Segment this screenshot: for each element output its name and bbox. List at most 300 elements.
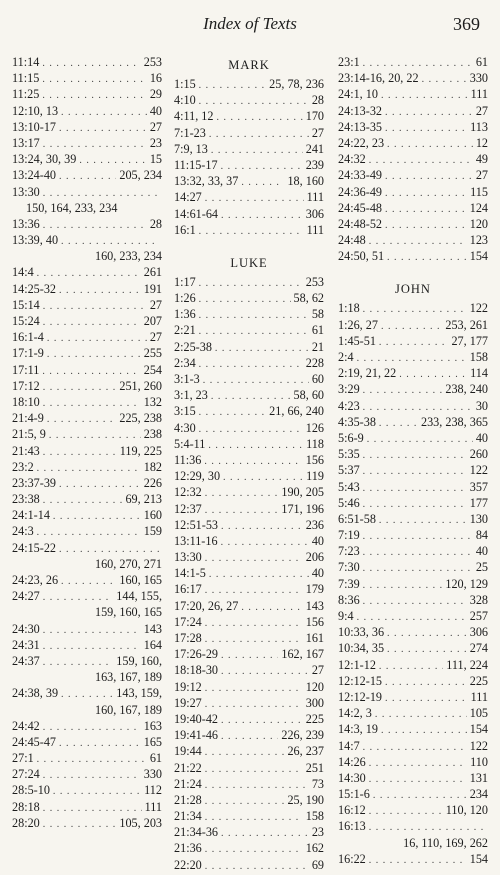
entry-pages: 25, 78, 236 [269,77,324,91]
index-entry [338,592,488,608]
dot-leader [385,202,467,218]
index-column-2 [174,54,324,873]
dot-leader [215,341,309,357]
entry-pages: 241 [305,141,324,156]
index-entry [12,378,162,394]
dot-leader [205,486,279,502]
entry-reference: 16:12 [338,803,366,818]
dot-leader [208,438,303,454]
dot-leader [59,121,147,137]
entry-pages: 165 [143,734,162,749]
entry-pages: 306 [305,206,324,221]
entry-pages: 40 [149,103,162,118]
dot-leader [379,659,443,675]
dot-leader [221,729,278,745]
entry-reference: 21:34-36 [174,825,219,840]
index-entry [338,738,488,754]
dot-leader [43,315,141,331]
entry-reference: 27:24 [12,767,40,782]
index-entry [338,576,488,592]
entry-pages: 253 [305,274,324,289]
entry-pages: 226 [143,475,162,490]
entry-reference: 14:25-32 [12,281,57,296]
entry-pages: 330 [143,767,162,782]
entry-reference: 12:12-15 [338,673,383,688]
dot-leader [47,331,147,347]
index-entry [174,840,324,856]
index-entry [338,495,488,511]
entry-pages: 111 [470,87,488,102]
entry-pages: 122 [469,463,488,478]
entry-pages: 27 [475,103,488,118]
index-entry [12,588,162,604]
entry-reference: 11:15 [12,71,40,86]
entry-reference: 13:17 [12,135,40,150]
index-entry [338,216,488,232]
entry-pages: 274 [469,641,488,656]
dot-leader [53,784,141,800]
index-entry [174,371,324,387]
index-entry [174,679,324,695]
index-entry [174,108,324,124]
entry-reference: 21:22 [174,760,202,775]
entry-reference: 24:31 [12,637,40,652]
entry-reference: 14:27 [174,190,202,205]
dot-leader [199,357,303,373]
entry-pages: 234 [469,787,488,802]
entry-pages: 357 [469,479,488,494]
dot-leader [53,509,141,525]
entry-reference: 2:19, 21, 22 [338,366,397,381]
dot-leader [217,110,303,126]
entry-pages: 27 [311,663,324,678]
entry-reference: 24:42 [12,718,40,733]
entry-pages: 110 [470,754,488,769]
index-column-3 [338,54,488,867]
entry-pages: 160, 233, 234 [94,249,162,264]
entry-pages: 143 [143,621,162,636]
entry-pages: 328 [469,592,488,607]
index-entry [12,313,162,329]
entry-pages: 28 [149,216,162,231]
entry-reference: 24:50, 51 [338,249,385,264]
index-entry [12,491,162,507]
dot-leader [221,519,303,535]
entry-reference: 12:10, 13 [12,103,59,118]
entry-pages: 58 [311,307,324,322]
entry-reference: 2:21 [174,323,196,338]
index-entry [12,151,162,167]
entry-reference: 17:12 [12,378,40,393]
index-entry [12,766,162,782]
index-entry [174,290,324,306]
entry-reference: 27:1 [12,751,34,766]
index-entry [338,232,488,248]
index-entry [174,436,324,452]
entry-reference: 11:14 [12,55,40,69]
entry-pages: 160 [143,508,162,523]
index-entry [338,349,488,365]
entry-reference: 28:5-10 [12,783,50,798]
entry-pages: 170 [305,109,324,124]
dot-leader [422,72,467,88]
dot-leader [221,535,309,551]
index-entry [338,86,488,102]
entry-pages: 225 [469,673,488,688]
index-entry [174,646,324,662]
entry-reference: 4:10 [174,93,196,108]
entry-pages: 118 [306,436,324,451]
entry-reference: 9:4 [338,609,354,623]
entry-reference: 24:48-52 [338,216,383,231]
dot-leader [43,817,117,833]
index-entry [12,702,162,718]
index-entry [12,734,162,750]
entry-pages: 60 [311,372,324,386]
entry-pages: 300 [305,695,324,710]
dot-leader [43,768,141,784]
index-entry [338,624,488,640]
dot-leader [221,648,278,664]
dot-leader [43,299,147,315]
index-entry [12,54,162,70]
index-entry [12,135,162,151]
dot-leader [42,72,147,88]
entry-reference: 14:26 [338,754,366,769]
dot-leader [369,853,467,869]
index-entry [12,653,162,669]
entry-pages: 122 [469,301,488,316]
entry-reference: 12:12-19 [338,689,383,704]
index-entry [338,333,488,349]
index-entry [174,776,324,792]
entry-reference: 7:23 [338,544,360,559]
dot-leader [385,218,467,234]
entry-pages: 156 [305,452,324,467]
entry-reference: 23:37-39 [12,475,57,490]
entry-reference: 7:1-23 [174,125,206,140]
dot-leader [61,574,116,590]
index-entry [338,398,488,414]
entry-pages: 18, 160 [287,174,324,189]
entry-pages: 207 [143,314,162,328]
index-entry [174,565,324,581]
index-entry [174,387,324,403]
index-entry [174,614,324,630]
dot-leader [387,137,473,153]
entry-pages: 105, 203 [119,815,162,830]
entry-pages: 162 [305,841,324,856]
entry-reference: 1:18 [338,301,360,316]
entry-pages: 143 [305,598,324,613]
index-entry [174,711,324,727]
entry-reference: 24:13-32 [338,103,383,118]
entry-reference: 14:7 [338,738,360,753]
mark-entries [174,76,324,238]
dot-leader [37,752,147,768]
dot-leader [363,481,467,497]
entry-pages: 25, 190 [287,792,324,807]
index-entry [338,135,488,151]
entry-reference: 13:30 [12,184,40,199]
entry-reference: 24:1-14 [12,508,50,523]
dot-leader [363,464,467,480]
index-entry [338,543,488,559]
entry-pages: 58, 60 [293,388,324,403]
entry-pages: 150, 164, 233, 234 [26,200,118,215]
entry-reference: 24:45-47 [12,734,57,749]
entry-reference: 24:30 [12,621,40,636]
index-entry [174,452,324,468]
entry-pages: 12 [475,135,488,150]
dot-leader [385,675,467,691]
index-entry [12,815,162,831]
entry-reference: 2:25-38 [174,339,212,354]
running-title: Index of Texts [203,14,297,33]
entry-reference: 24:22, 23 [338,135,385,150]
entry-reference: 10:34, 35 [338,641,385,656]
entry-pages: 73 [311,776,324,791]
index-entry [12,799,162,815]
entry-pages: 111, 224 [446,657,488,672]
entry-pages: 182 [143,459,162,474]
entry-pages: 161 [305,631,324,645]
entry-reference: 15:14 [12,297,40,312]
entry-pages: 171, 196 [281,501,324,516]
dot-leader [199,308,309,324]
entry-pages: 110, 120 [445,803,488,818]
entry-reference: 28:20 [12,815,40,830]
index-entry [338,818,488,834]
entry-reference: 8:36 [338,592,360,607]
entry-reference: 22:20 [174,857,202,872]
entry-pages: 112 [144,783,162,798]
entry-reference: 28:18 [12,799,40,814]
index-entry [338,802,488,818]
entry-reference: 2:34 [174,355,196,370]
entry-pages: 61 [475,55,488,69]
dot-leader [205,762,303,778]
entry-pages: 154 [469,722,488,737]
luke-continued-entries [338,54,488,264]
entry-pages: 114 [470,366,488,381]
entry-pages: 15 [149,152,162,167]
index-entry [338,167,488,183]
entry-reference: 3:1, 23 [174,388,208,403]
dot-leader [199,94,309,110]
entry-pages: 253 [143,55,162,69]
dot-leader [209,127,309,143]
index-entry [338,430,488,446]
index-entry [12,216,162,232]
section-heading-mark: MARK [228,58,270,72]
entry-reference: 6:51-58 [338,511,376,526]
dot-leader [199,78,266,94]
entry-pages: 144, 155, [116,589,162,604]
entry-reference: 19:12 [174,679,202,694]
entry-pages: 120 [469,216,488,231]
dot-leader [363,497,467,513]
entry-pages: 49 [475,152,488,167]
entry-pages: 238, 240 [445,382,488,397]
dot-leader [43,493,123,509]
page-header [0,14,500,38]
index-entry [174,403,324,419]
index-entry [338,248,488,264]
index-column-1 [12,54,162,831]
entry-pages: 119 [306,469,324,484]
entry-reference: 21:4-9 [12,411,44,426]
index-entry [338,54,488,70]
index-entry [174,662,324,678]
index-entry [338,479,488,495]
index-entry [338,559,488,575]
dot-leader [59,736,141,752]
entry-pages: 226, 239 [281,728,324,743]
entry-pages: 330 [469,71,488,86]
entry-reference: 17:20, 26, 27 [174,598,239,613]
entry-pages: 158 [305,809,324,824]
entry-reference: 13:10-17 [12,119,57,134]
entry-reference: 1:26, 27 [338,317,378,332]
entry-pages: 251 [305,760,324,775]
entry-reference: 5:43 [338,479,360,494]
entry-reference: 23:2 [12,459,34,474]
entry-pages: 126 [305,420,324,435]
entry-pages: 156 [305,614,324,629]
entry-reference: 17:1-9 [12,346,44,361]
entry-pages: 206 [305,550,324,565]
index-entry [174,125,324,141]
entry-reference: 23:14-16, 20, 22 [338,71,419,86]
index-entry [338,200,488,216]
dot-leader [387,250,467,266]
dot-leader [385,121,467,137]
dot-leader [385,105,473,121]
index-entry [174,355,324,371]
dot-leader [43,218,147,234]
entry-reference: 24:27 [12,589,40,604]
page-number: 369 [453,14,480,34]
dot-leader [369,153,473,169]
entry-reference: 3:15 [174,404,196,419]
entry-reference: 24:3 [12,524,34,539]
index-entry [12,362,162,378]
index-entry [174,760,324,776]
dot-leader [379,416,418,432]
entry-reference: 1:15 [174,77,196,91]
entry-reference: 16:1-4 [12,330,44,345]
entry-reference: 14:4 [12,265,34,280]
index-entry [174,222,324,238]
entry-pages: 29 [149,87,162,102]
index-entry [174,533,324,549]
entry-reference: 5:35 [338,447,360,462]
index-entry [12,200,162,216]
entry-pages: 225, 238 [119,411,162,426]
dot-leader [199,324,309,340]
index-entry [338,608,488,624]
index-entry [338,673,488,689]
entry-reference: 13:36 [12,216,40,231]
section-heading-john: JOHN [395,282,431,297]
dot-leader [205,842,303,858]
entry-reference: 14:30 [338,770,366,785]
luke-entries [174,274,324,873]
index-entry [174,468,324,484]
index-entry [12,70,162,86]
entry-pages: 164 [143,637,162,652]
index-entry [338,527,488,543]
index-entry [12,475,162,491]
entry-pages: 257 [469,609,488,623]
index-entry [338,446,488,462]
entry-reference: 24:37 [12,653,40,668]
entry-pages: 23 [149,135,162,150]
entry-reference: 24:38, 39 [12,686,59,701]
entry-pages: 143, 159, [116,686,162,701]
entry-pages: 132 [143,394,162,409]
entry-pages: 105 [469,706,488,721]
index-entry [12,443,162,459]
entry-reference: 7:30 [338,560,360,575]
entry-pages: 113 [470,119,488,134]
entry-pages: 162, 167 [281,647,324,662]
entry-pages: 228 [305,355,324,370]
entry-reference: 19:41-46 [174,728,219,743]
entry-reference: 5:46 [338,495,360,510]
index-entry [338,103,488,119]
dot-leader [47,347,141,363]
entry-pages: 69 [311,857,324,872]
entry-pages: 261 [143,265,162,280]
entry-reference: 21:5, 9 [12,427,46,442]
dot-leader [43,445,117,461]
entry-reference: 17:11 [12,362,40,377]
entry-reference: 18:18-30 [174,663,219,678]
dot-leader [385,169,473,185]
entry-pages: 27 [475,168,488,183]
dot-leader [205,745,285,761]
entry-pages: 26, 237 [287,744,324,759]
dot-leader [205,859,309,875]
index-entry [338,414,488,430]
entry-pages: 160, 167, 189 [94,702,162,717]
dot-leader [199,422,303,438]
dot-leader [241,600,302,616]
entry-reference: 2:4 [338,350,354,364]
entry-pages: 27, 177 [451,333,488,348]
entry-reference: 14:3, 19 [338,722,378,737]
entry-reference: 3:29 [338,382,360,397]
entry-pages: 27 [149,330,162,345]
entry-reference: 13:32, 33, 37 [174,174,239,189]
dot-leader [205,191,304,207]
entry-reference: 21:43 [12,443,40,458]
entry-reference: 12:29, 30 [174,469,221,484]
entry-pages: 120 [305,679,324,694]
index-entry [338,184,488,200]
entry-reference: 4:23 [338,398,360,413]
entry-pages: 124 [469,200,488,215]
dot-leader [381,88,468,104]
entry-pages: 122 [469,738,488,753]
index-entry [174,581,324,597]
entry-pages: 40 [475,544,488,559]
dot-leader [385,186,467,202]
entry-pages: 254 [143,362,162,377]
index-entry [338,754,488,770]
